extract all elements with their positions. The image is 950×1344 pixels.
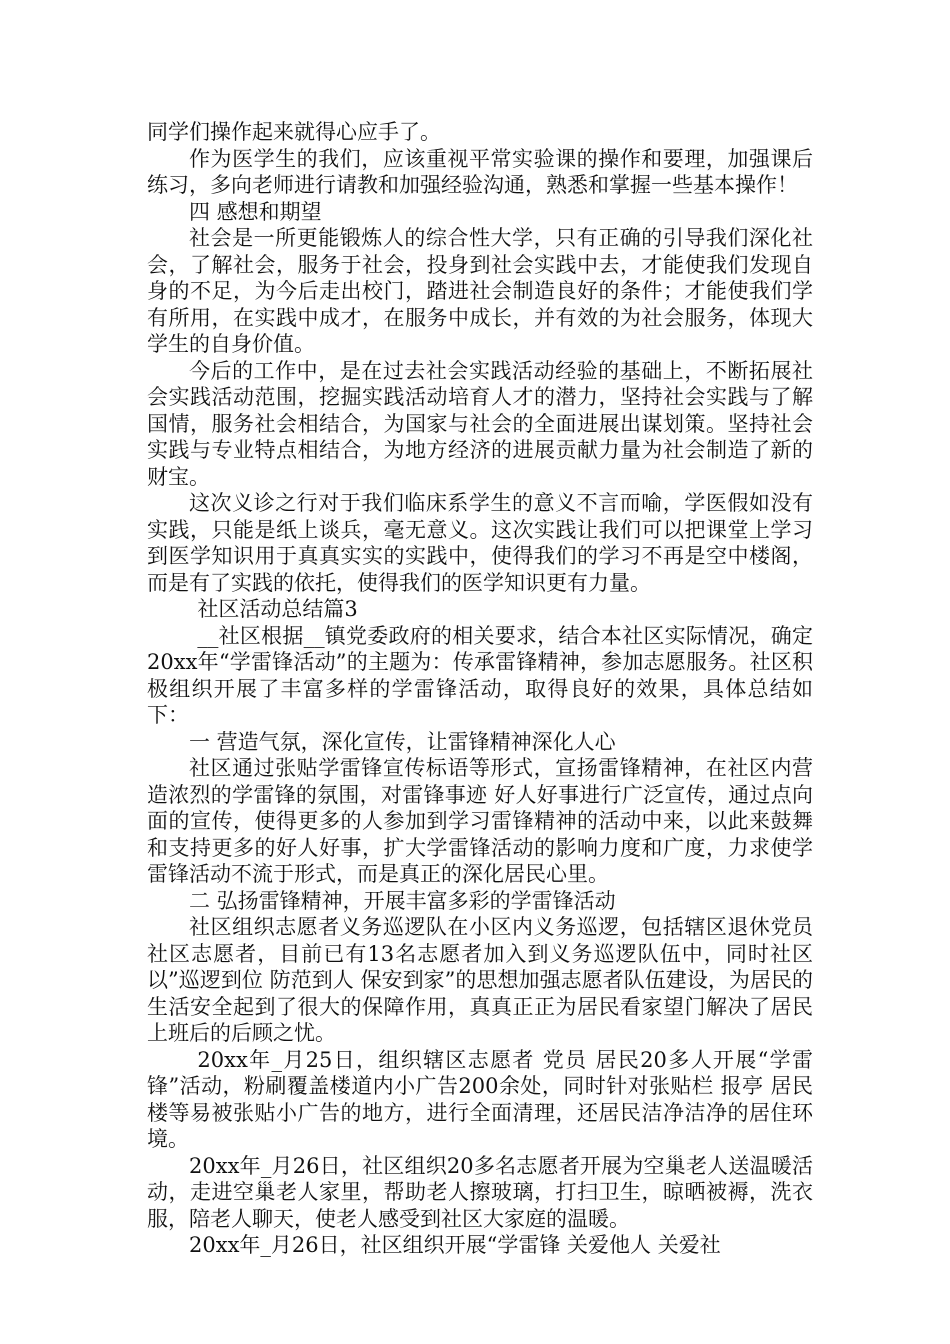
paragraph-slogans: 社区通过张贴学雷锋宣传标语等形式，宣扬雷锋精神，在社区内营造浓烈的学雷锋的氛围，对雷锋事迹 好人好事进行广泛宣传，通过点向面的宣传，使得更多的人参加到学习雷锋精神的活动中来，以此来鼓舞和支持更多的好人好事，扩大学雷锋活动的影响力度和广度，力求使学雷锋活动不流于形式，而是真正的深化居民心里。 — [147, 756, 813, 886]
section-heading-part3: 社区活动总结篇3 — [197, 597, 358, 621]
paragraph-day-25: 20xx年_月25日，组织辖区志愿者 党员 居民20多人开展“学雷锋”活动，粉刷覆盖楼道内小广告200余处，同时针对张贴栏 报亭 居民楼等易被张贴小广告的地方，进行全面清理，还居民洁净洁净的居住环境。 — [147, 1047, 813, 1151]
section-heading-activities: 二 弘扬雷锋精神，开展丰富多彩的学雷锋活动 — [189, 888, 616, 913]
document-body — [147, 119, 813, 1259]
paragraph-future-work: 今后的工作中，是在过去社会实践活动经验的基础上，不断拓展社会实践活动范围，挖掘实践活动培育人才的潜力，坚持社会实践与了解国情，服务社会相结合，为国家与社会的全面进展出谋划策。坚持社会实践与专业特点相结合，为地方经济的进展贡献力量为社会制造了新的财宝。 — [147, 358, 813, 489]
paragraph-patrol: 社区组织志愿者义务巡逻队在小区内义务巡逻，包括辖区退休党员 社区志愿者，目前已有13名志愿者加入到义务巡逻队伍中，同时社区以”巡逻到位 防范到人 保安到家”的思想加强志愿者队伍建设，为居民的生活安全起到了很大的保障作用，真真正正为居民看家望门解决了居民上班后的后顾之忧。 — [147, 915, 813, 1045]
paragraph-day-26-elderly: 20xx年_月26日，社区组织20多名志愿者开展为空巢老人送温暖活动，走进空巢老人家里，帮助老人擦玻璃，打扫卫生，晾晒被褥，洗衣服，陪老人聊天，使老人感受到社区大家庭的温暖。 — [147, 1153, 813, 1231]
paragraph-society-university: 社会是一所更能锻炼人的综合性大学，只有正确的引导我们深化社会，了解社会，服务于社会，投身到社会实践中去，才能使我们发现自身的不足，为今后走出校门，踏进社会制造良好的条件；才能使我们学有所用，在实践中成才，在服务中成长，并有效的为社会服务，体现大学生的自身价值。 — [147, 226, 813, 356]
paragraph-community-theme: __社区根据__镇党委政府的相关要求，结合本社区实际情况，确定20xx年“学雷锋活动”的主题为：传承雷锋精神，参加志愿服务。社区积极组织开展了丰富多样的学雷锋活动，取得良好的效果，具体总结如下： — [147, 623, 813, 727]
paragraph-day-26-care: 20xx年_月26日，社区组织开展“学雷锋 关爱他人 关爱社 — [189, 1233, 721, 1257]
section-heading-atmosphere: 一 营造气氛，深化宣传，让雷锋精神深化人心 — [189, 729, 616, 754]
paragraph-continuation: 同学们操作起来就得心应手了。 — [147, 120, 441, 144]
section-heading-reflections: 四 感想和期望 — [189, 199, 322, 224]
paragraph-free-clinic: 这次义诊之行对于我们临床系学生的意义不言而喻，学医假如没有实践，只能是纸上谈兵，毫无意义。这次实践让我们可以把课堂上学习到医学知识用于真真实实的实践中，使得我们的学习不再是空中楼阁，而是有了实践的依托，使得我们的医学知识更有力量。 — [147, 491, 813, 595]
paragraph-medical-students: 作为医学生的我们，应该重视平常实验课的操作和要理，加强课后练习，多向老师进行请教和加强经验沟通，熟悉和掌握一些基本操作！ — [147, 146, 813, 197]
